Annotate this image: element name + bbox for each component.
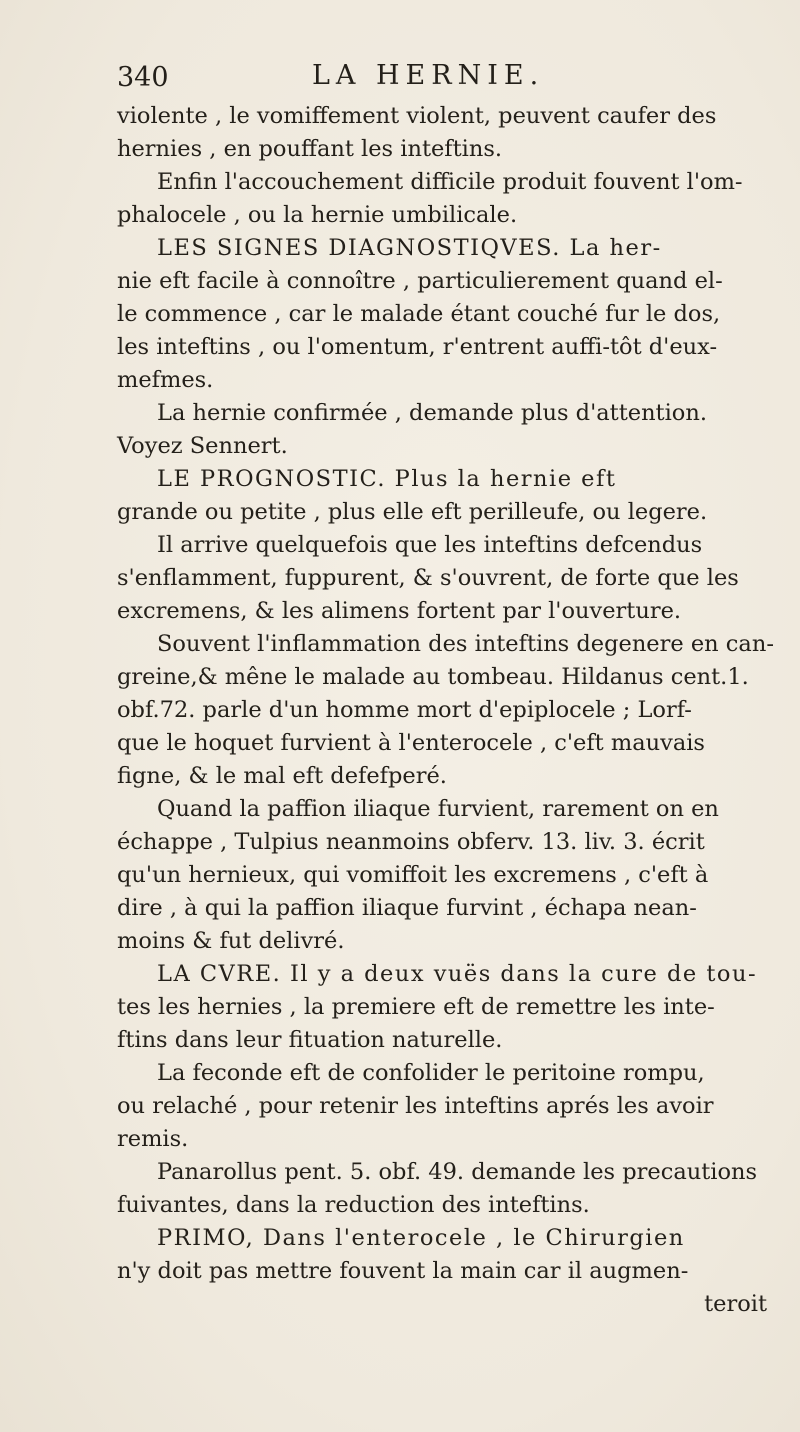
section-heading-line: LE PROGNOSTIC. Plus la hernie eft xyxy=(157,466,617,492)
text-line: Souvent l'inflammation des inteftins degenere en can- xyxy=(157,631,774,657)
text-line: ou relaché , pour retenir les inteftins aprés les avoir xyxy=(117,1093,714,1119)
text-body xyxy=(117,100,777,1321)
text-line: nie eft facile à connoître , particulierement quand el- xyxy=(117,268,723,294)
text-line: les inteftins , ou l'omentum, r'entrent auffi-tôt d'eux- xyxy=(117,334,718,360)
text-line: dire , à qui la paffion iliaque furvint , échapa nean- xyxy=(117,895,697,921)
text-line: tes les hernies , la premiere eft de remettre les inte- xyxy=(117,994,715,1020)
text-line: Enfin l'accouchement difficile produit fouvent l'om- xyxy=(157,169,743,195)
text-line: Voyez Sennert. xyxy=(117,433,288,459)
text-line: greine,& mêne le malade au tombeau. Hildanus cent.1. xyxy=(117,664,749,690)
text-line: remis. xyxy=(117,1126,189,1152)
section-heading-line: PRIMO, Dans l'enterocele , le Chirurgien xyxy=(157,1225,685,1251)
text-line: Il arrive quelquefois que les inteftins defcendus xyxy=(157,532,703,558)
page-number: 340 xyxy=(117,62,169,93)
text-line: Panarollus pent. 5. obf. 49. demande les precautions xyxy=(157,1159,758,1185)
running-head: LA HERNIE. xyxy=(312,60,545,91)
page-header xyxy=(117,60,767,102)
text-line: moins & fut delivré. xyxy=(117,928,345,954)
text-line: La hernie confirmée , demande plus d'attention. xyxy=(157,400,707,426)
text-line: grande ou petite , plus elle eft perilleufe, ou legere. xyxy=(117,499,708,525)
text-line: excremens, & les alimens fortent par l'ouverture. xyxy=(117,598,682,624)
section-heading-line: LA CVRE. Il y a deux vuës dans la cure de tou- xyxy=(157,961,758,987)
text-line: teroit xyxy=(704,1291,767,1317)
section-heading-line: LES SIGNES DIAGNOSTIQVES. La her- xyxy=(157,235,662,261)
text-line: La feconde eft de confolider le peritoine rompu, xyxy=(157,1060,705,1086)
text-line: figne, & le mal eft defefperé. xyxy=(117,763,447,789)
text-line: ftins dans leur fituation naturelle. xyxy=(117,1027,503,1053)
text-line: que le hoquet furvient à l'enterocele , c'eft mauvais xyxy=(117,730,705,756)
text-line: phalocele , ou la hernie umbilicale. xyxy=(117,202,518,228)
text-line: Quand la paffion iliaque furvient, rarement on en xyxy=(157,796,719,822)
text-line: fuivantes, dans la reduction des inteftins. xyxy=(117,1192,590,1218)
text-line: s'enflamment, fuppurent, & s'ouvrent, de forte que les xyxy=(117,565,739,591)
text-line: le commence , car le malade étant couché fur le dos, xyxy=(117,301,721,327)
text-line: hernies , en pouffant les inteftins. xyxy=(117,136,503,162)
text-line: n'y doit pas mettre fouvent la main car il augmen- xyxy=(117,1258,689,1284)
text-line: échappe , Tulpius neanmoins obferv. 13. liv. 3. écrit xyxy=(117,829,705,855)
text-line: mefmes. xyxy=(117,367,214,393)
text-line: obf.72. parle d'un homme mort d'epiplocele ; Lorf- xyxy=(117,697,692,723)
text-line: violente , le vomiffement violent, peuvent caufer des xyxy=(117,103,717,129)
text-line: qu'un hernieux, qui vomiffoit les excremens , c'eft à xyxy=(117,862,709,888)
